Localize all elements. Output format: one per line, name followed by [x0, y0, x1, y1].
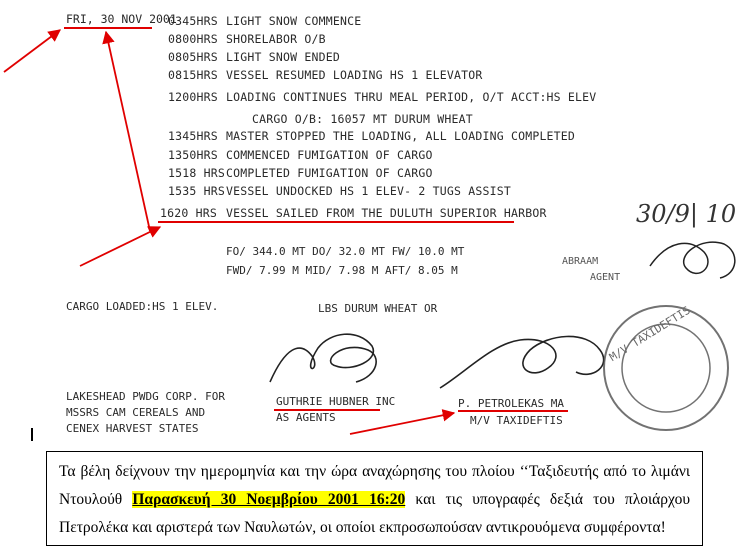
log-text: LIGHT SNOW ENDED — [226, 50, 340, 64]
agent-signature — [270, 334, 376, 382]
caption-text-end: και τις υπογραφές δεξιά του πλοιάρχου Πετρολέκα και αριστερά των Ναυλωτών, οι οποίοι εκπροσωπούσαν αντικρουόμενα συμφέροντα! — [59, 491, 690, 536]
agent-stamp-line-1: ABRAAM — [562, 256, 599, 267]
caption-text-start: Τα βέλη δείχνουν την ημερομηνία και την ώρα αναχώρησης του πλοίου ‘‘Ταξιδευτής από το λιμάνι Ντουλούθ — [59, 463, 690, 508]
draft-line-1: FO/ 344.0 MT DO/ 32.0 MT FW/ 10.0 MT — [226, 245, 465, 258]
arrow-date-to-departure — [106, 32, 150, 231]
charterer-line-2: MSSRS CAM CEREALS AND — [66, 406, 206, 419]
agent-name: GUTHRIE HUBNER INC — [276, 395, 396, 408]
date-label: FRI, 30 NOV 2001 — [66, 12, 177, 26]
cargo-type-label: LBS DURUM WHEAT OR — [318, 302, 438, 315]
log-time: 0800HRS — [168, 32, 218, 46]
log-text: LOADING CONTINUES THRU MEAL PERIOD, O/T ACCT:HS ELEV — [226, 90, 597, 104]
master-signature — [440, 336, 604, 388]
agent-stamp-line-2: AGENT — [590, 272, 621, 283]
log-text: COMMENCED FUMIGATION OF CARGO — [226, 148, 433, 162]
agent-role: AS AGENTS — [276, 411, 336, 424]
charterer-line-1: LAKESHEAD PWDG CORP. FOR — [66, 390, 225, 403]
log-text: MASTER STOPPED THE LOADING, ALL LOADING COMPLETED — [226, 129, 576, 143]
arrow-to-master-signature — [350, 413, 454, 434]
top-right-signature — [650, 242, 735, 278]
log-time: 1518 HRS — [168, 166, 225, 180]
log-time: 1345HRS — [168, 129, 218, 143]
log-text: CARGO O/B: 16057 MT DURUM WHEAT — [252, 112, 473, 126]
arrow-to-departure — [80, 227, 160, 266]
log-time: 1350HRS — [168, 148, 218, 162]
caption-highlight-date: Παρασκευή 30 Νοεμβρίου 2001 16:20 — [132, 491, 406, 508]
handwritten-date: 30/9| 10 — [636, 200, 737, 228]
arrow-to-date — [4, 30, 60, 72]
log-text: VESSEL RESUMED LOADING HS 1 ELEVATOR — [226, 68, 483, 82]
log-text: LIGHT SNOW COMMENCE — [226, 14, 362, 28]
charterer-line-3: CENEX HARVEST STATES — [66, 422, 199, 435]
log-text: COMPLETED FUMIGATION OF CARGO — [226, 166, 433, 180]
draft-line-2: FWD/ 7.99 M MID/ 7.98 M AFT/ 8.05 M — [226, 264, 458, 277]
master-name: P. PETROLEKAS MA — [458, 397, 564, 410]
cargo-loaded-label: CARGO LOADED:HS 1 ELEV. — [66, 300, 219, 313]
log-time: 0345HRS — [168, 14, 218, 28]
log-time: 0815HRS — [168, 68, 218, 82]
stamp-text: M/V TAXIDEFTIS — [607, 303, 693, 364]
text-cursor — [31, 428, 33, 441]
log-time: 1200HRS — [168, 90, 218, 104]
log-text: VESSEL SAILED FROM THE DULUTH SUPERIOR HARBOR — [226, 206, 547, 220]
caption-box — [46, 451, 703, 546]
log-time: 1620 HRS — [160, 206, 217, 220]
log-text: SHORELABOR O/B — [226, 32, 326, 46]
vessel-stamp — [604, 304, 728, 430]
log-text: VESSEL UNDOCKED HS 1 ELEV- 2 TUGS ASSIST — [226, 184, 511, 198]
log-time: 0805HRS — [168, 50, 218, 64]
log-time: 1535 HRS — [168, 184, 225, 198]
vessel-name: M/V TAXIDEFTIS — [470, 414, 563, 427]
